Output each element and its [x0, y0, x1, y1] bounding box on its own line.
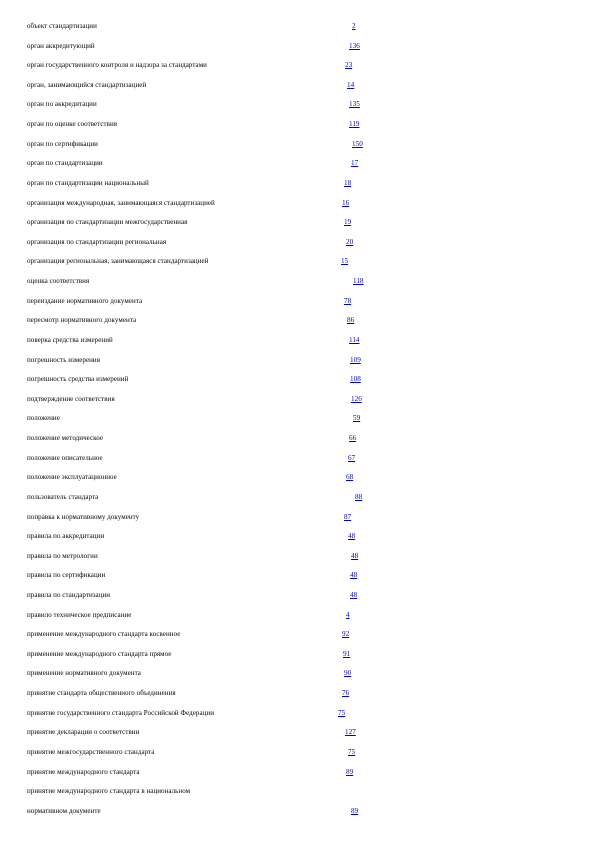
index-entry [0, 334, 595, 346]
index-term: орган по оценке соответствия [27, 120, 118, 128]
index-term: правила по аккредитации [27, 532, 105, 540]
index-term: поправка к нормативному документу [27, 513, 140, 521]
index-term: принятие государственного стандарта Российской Федерации [27, 709, 214, 717]
index-term: погрешность средства измерений [27, 375, 129, 383]
page-reference-link[interactable]: 135 [349, 100, 360, 108]
page-reference-link[interactable]: 90 [344, 669, 352, 677]
page-reference-link[interactable]: 48 [350, 591, 358, 599]
index-entry [0, 216, 595, 228]
index-term: орган государственного контроля и надзора за стандартами [27, 61, 207, 69]
page-reference-link[interactable]: 127 [345, 728, 356, 736]
page-reference-link[interactable]: 4 [346, 611, 350, 619]
index-term: подтверждение соответствия [27, 395, 115, 403]
index-entry [0, 354, 595, 366]
index-term: положение описательное [27, 454, 103, 462]
page-reference-link[interactable]: 108 [350, 375, 361, 383]
index-term: организация региональная, занимающаяся стандартизацией [27, 257, 209, 265]
page-reference-link[interactable]: 16 [342, 199, 350, 207]
index-entry [0, 295, 595, 307]
index-term: применение международного стандарта косвенное [27, 630, 181, 638]
index-term: правила по метрологии [27, 552, 98, 560]
page-reference-link[interactable]: 78 [344, 297, 352, 305]
page-reference-link[interactable]: 19 [344, 218, 352, 226]
index-entry [0, 197, 595, 209]
index-term: правила по сертификации [27, 571, 106, 579]
page-reference-link[interactable]: 114 [349, 336, 360, 344]
index-entry [0, 118, 595, 130]
page-reference-link[interactable]: 48 [348, 532, 356, 540]
index-term: организация по стандартизации межгосударственная [27, 218, 188, 226]
index-entry [0, 236, 595, 248]
index-entry [0, 766, 595, 778]
index-term: положение [27, 414, 60, 422]
index-entry [0, 648, 595, 660]
page-reference-link[interactable]: 92 [342, 630, 350, 638]
index-term: объект стандартизации [27, 22, 97, 30]
index-entry [0, 569, 595, 581]
index-entry [0, 255, 595, 267]
index-entry [0, 609, 595, 621]
page-reference-link[interactable]: 20 [346, 238, 354, 246]
index-term: пользователь стандарта [27, 493, 99, 501]
index-term: принятие декларации о соответствии [27, 728, 140, 736]
index-term: организация по стандартизации региональная [27, 238, 167, 246]
index-term: применение нормативного документа [27, 669, 141, 677]
index-term: поверка средства измерений [27, 336, 113, 344]
index-entry [0, 550, 595, 562]
index-term: принятие стандарта общественного объединения [27, 689, 176, 697]
page-reference-link[interactable]: 86 [347, 316, 355, 324]
index-entry [0, 177, 595, 189]
page-reference-link[interactable]: 89 [351, 807, 359, 815]
index-entry [0, 40, 595, 52]
index-term: принятие международного стандарта [27, 768, 140, 776]
index-entry [0, 157, 595, 169]
page-reference-link[interactable]: 2 [352, 22, 356, 30]
page-reference-link[interactable]: 89 [346, 768, 354, 776]
page-reference-link[interactable]: 66 [349, 434, 357, 442]
page-reference-link[interactable]: 48 [351, 552, 359, 560]
index-entry [0, 452, 595, 464]
index-entry [0, 491, 595, 503]
index-term: погрешность измерения [27, 356, 100, 364]
index-entry [0, 667, 595, 679]
index-term: правила по стандартизации [27, 591, 111, 599]
index-term: орган по сертификации [27, 140, 98, 148]
page-reference-link[interactable]: 109 [350, 356, 361, 364]
index-entry [0, 471, 595, 483]
page-reference-link[interactable]: 68 [346, 473, 354, 481]
index-entry [0, 432, 595, 444]
page-reference-link[interactable]: 75 [348, 748, 356, 756]
index-term: пересмотр нормативного документа [27, 316, 137, 324]
index-entry [0, 98, 595, 110]
page-reference-link[interactable]: 119 [349, 120, 360, 128]
page-reference-link[interactable]: 75 [338, 709, 346, 717]
index-entry [0, 511, 595, 523]
index-entry [0, 805, 595, 817]
index-entry [0, 373, 595, 385]
page-reference-link[interactable]: 76 [342, 689, 350, 697]
index-entry [0, 628, 595, 640]
index-term: орган по стандартизации национальный [27, 179, 149, 187]
index-term: переиздание нормативного документа [27, 297, 143, 305]
index-term: применение международного стандарта прямое [27, 650, 172, 658]
index-entry [0, 79, 595, 91]
index-entry [0, 589, 595, 601]
index-entry [0, 393, 595, 405]
page-reference-link[interactable]: 87 [344, 513, 352, 521]
index-entry [0, 785, 595, 797]
page-reference-link[interactable]: 15 [341, 257, 349, 265]
index-entry [0, 20, 595, 32]
index-entry [0, 746, 595, 758]
page-reference-link[interactable]: 150 [352, 140, 363, 148]
page-reference-link[interactable]: 88 [355, 493, 363, 501]
index-term: орган аккредитующий [27, 42, 95, 50]
index-entry [0, 138, 595, 150]
page-reference-link[interactable]: 118 [353, 277, 364, 285]
index-entry [0, 412, 595, 424]
index-term: организация международная, занимающаяся стандартизацией [27, 199, 215, 207]
index-term: оценка соответствия [27, 277, 90, 285]
index-term: принятие международного стандарта в национальном [27, 787, 191, 795]
page-reference-link[interactable]: 18 [344, 179, 352, 187]
page-reference-link[interactable]: 59 [353, 414, 361, 422]
index-entry [0, 314, 595, 326]
page-reference-link[interactable]: 91 [343, 650, 351, 658]
index-entry [0, 726, 595, 738]
index-term: орган, занимающийся стандартизацией [27, 81, 147, 89]
index-term: правило техническое предписание [27, 611, 132, 619]
index-term: нормативном документе [27, 807, 101, 815]
index-entry [0, 59, 595, 71]
page-reference-link[interactable]: 14 [347, 81, 355, 89]
index-entry [0, 530, 595, 542]
page-reference-link[interactable]: 67 [348, 454, 356, 462]
page-reference-link[interactable]: 23 [345, 61, 353, 69]
index-term: положение эксплуатационное [27, 473, 117, 481]
index-entry [0, 687, 595, 699]
index-term: орган по аккредитации [27, 100, 97, 108]
index-term: орган по стандартизации [27, 159, 103, 167]
page-reference-link[interactable]: 17 [351, 159, 359, 167]
index-entry [0, 707, 595, 719]
page-reference-link[interactable]: 136 [349, 42, 360, 50]
page-reference-link[interactable]: 48 [350, 571, 358, 579]
index-term: положение методическое [27, 434, 104, 442]
page-reference-link[interactable]: 126 [351, 395, 362, 403]
index-entry [0, 275, 595, 287]
index-term: принятие межгосударственного стандарта [27, 748, 155, 756]
